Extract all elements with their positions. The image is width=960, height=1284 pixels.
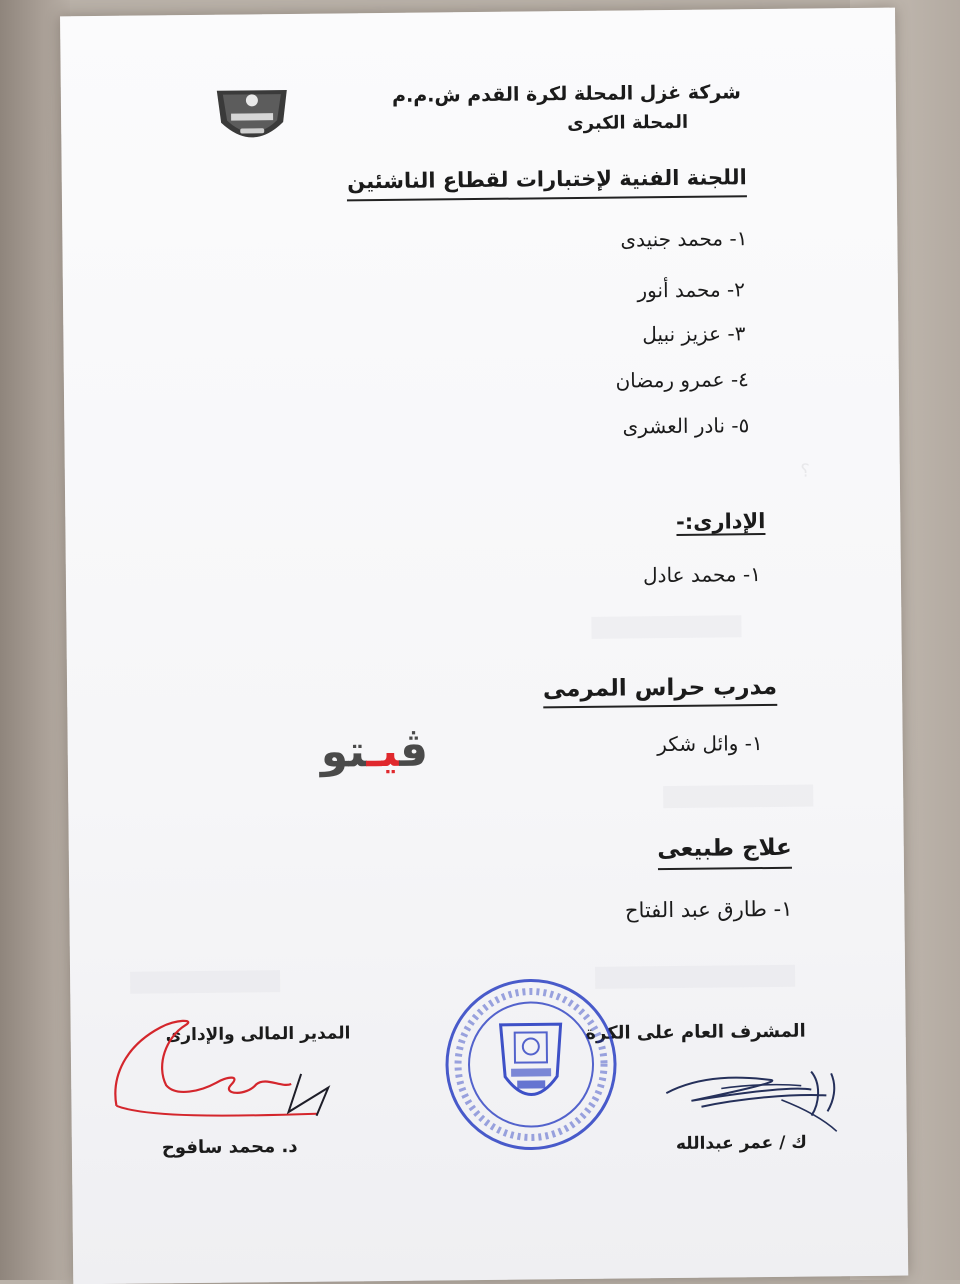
site-watermark — [320, 726, 428, 778]
show-through-block — [130, 970, 280, 994]
company-city: المحلة الكبرى — [567, 111, 689, 135]
finance-director-name: د. محمد سافوح — [161, 1135, 298, 1159]
background-surface-left — [0, 0, 70, 1280]
show-through-block — [595, 965, 795, 989]
physio-member: ١- طارق عبد الفتاح — [624, 896, 793, 923]
show-through-block — [663, 785, 813, 809]
admin-member: ١- محمد عادل — [642, 562, 762, 588]
document-page — [60, 8, 908, 1284]
supervisor-title: المشرف العام على الكرة — [585, 1020, 806, 1044]
show-through-block — [591, 615, 741, 639]
company-name: شركة غزل المحلة لكرة القدم ش.م.م — [392, 81, 741, 107]
committee-member: ١- محمد جنيدى — [620, 226, 748, 252]
admin-title — [676, 509, 766, 534]
physio-title: علاج طبيعى — [657, 835, 792, 870]
finance-director-title: المدير المالى والإدارى — [165, 1023, 351, 1046]
supervisor-signature — [661, 1053, 862, 1135]
committee-title: اللجنة الفنية لإختبارات لقطاع الناشئين — [347, 165, 747, 201]
watermark-part: ڤ — [399, 725, 429, 777]
supervisor-name: ك / عمر عبدالله — [675, 1132, 807, 1154]
finance-director-signature — [105, 1004, 336, 1136]
committee-member: ٥- نادر العشرى — [622, 413, 750, 439]
committee-member: ٣- عزيز نبيل — [642, 321, 746, 347]
club-logo — [211, 86, 294, 151]
admin-title-text: الإدارى:- — [675, 509, 766, 534]
show-through-text: ؟ — [800, 460, 810, 482]
committee-member: ٤- عمرو رمضان — [615, 367, 749, 393]
watermark-part: يـ — [366, 725, 400, 778]
committee-member: ٢- محمد أنور — [637, 277, 746, 303]
watermark-part: تو — [320, 726, 367, 778]
goalkeeping-title: مدرب حراس المرمى — [543, 674, 777, 708]
goalkeeping-member: ١- وائل شكر — [657, 731, 763, 757]
official-stamp — [442, 976, 620, 1154]
